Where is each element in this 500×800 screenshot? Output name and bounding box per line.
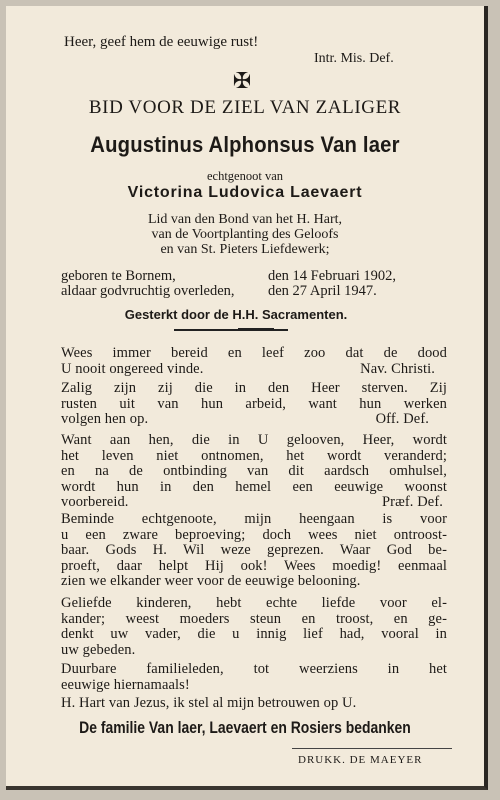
birth-place: geboren te Bornem, (61, 268, 176, 284)
quote-source: Præf. Def. (381, 494, 443, 510)
text-line: Beminde echtgenoote, mijn heengaan is voor (61, 511, 447, 527)
farewell-spouse (61, 512, 447, 590)
text-line: Duurbare familieleden, tot weerziens in het (61, 661, 447, 677)
quote-line-text: volgen hen op. (61, 411, 149, 427)
text-line: zien we elkander weer voor de eeuwige belooning. (61, 573, 361, 589)
family-thanks: De familie Van laer, Laevaert en Rosiers bedanken (79, 718, 411, 737)
quote-line: wordt hun in den hemel een eeuwige woonst (61, 478, 447, 495)
memorial-card (6, 6, 488, 790)
text-line: uw gebeden. (61, 641, 136, 658)
quote-line (61, 412, 447, 428)
quote-line-text: U nooit ongereed vinde. (61, 360, 204, 377)
quote-paragraph (61, 433, 447, 511)
text-line: H. Hart van Jezus, ik stel al mijn betrouwen op U. (61, 695, 357, 711)
memberships (6, 212, 484, 257)
quote-line (61, 495, 447, 511)
quote-line (61, 362, 447, 378)
spouse-name: Victorina Ludovica Laevaert (127, 184, 363, 201)
membership-line: en van St. Pieters Liefdewerk; (160, 242, 330, 257)
sacraments-line: Gesterkt door de H.H. Sacramenten. (124, 307, 348, 322)
membership-line: van de Voortplanting des Geloofs (151, 227, 339, 242)
death-date: den 27 April 1947. (268, 283, 377, 299)
quote-line-text: voorbereid. (61, 494, 129, 510)
sacred-heart-prayer (61, 696, 451, 712)
quote-paragraph (61, 346, 447, 377)
text-line: baar. Gods H. Wil weze geprezen. Waar God be- (61, 542, 447, 558)
text-line: u een zware beproeving; doch wees niet ontroost- (61, 526, 447, 543)
membership-line: Lid van den Bond van het H. Hart, (147, 212, 342, 227)
cross-icon: ✠ (232, 68, 252, 93)
quote-source: Nav. Christi. (360, 360, 435, 377)
quote-line: Zalig zijn zij die in den Heer sterven. Zij (61, 380, 447, 396)
quote-line: Wees immer bereid en leef zoo dat de dood (61, 345, 447, 361)
opening-prayer-source: Intr. Mis. Def. (314, 51, 394, 66)
text-line: kander; weest moeders steun en troost, en ge- (61, 610, 447, 627)
quote-source: Off. Def. (375, 411, 429, 427)
death-place: aldaar godvruchtig overleden, (61, 283, 235, 299)
text-line: Geliefde kinderen, hebt echte liefde voor el- (61, 595, 447, 611)
text-line: denkt uw vader, die u innig lief had, vooral in (61, 626, 447, 642)
farewell-family (61, 662, 447, 693)
quote-line: rusten uit van hun arbeid, want hun werken (61, 395, 447, 412)
farewell-children (61, 596, 447, 658)
text-line: proeft, daar helpt Hij ook! Wees moedig! eenmaal (61, 557, 447, 574)
relation-text: echtgenoot van (206, 169, 283, 183)
birth-date: den 14 Februari 1902, (268, 268, 397, 284)
quote-line: het leven niet ontnomen, het wordt veranderd; (61, 447, 447, 464)
quote-line: en na de ontbinding van dit aardsch omhulsel, (61, 463, 447, 479)
deceased-name: Augustinus Alphonsus Van laer (90, 132, 400, 157)
opening-prayer: Heer, geef hem de eeuwige rust! (64, 34, 259, 50)
text-line: eeuwige hiernamaals! (61, 676, 190, 693)
divider (238, 328, 274, 331)
divider (292, 748, 452, 749)
intro-heading: BID VOOR DE ZIEL VAN ZALIGER (88, 97, 402, 118)
printer-name: DRUKK. DE MAEYER (298, 754, 423, 766)
quote-paragraph (61, 381, 447, 428)
quote-line: Want aan hen, die in U gelooven, Heer, wordt (61, 432, 447, 448)
